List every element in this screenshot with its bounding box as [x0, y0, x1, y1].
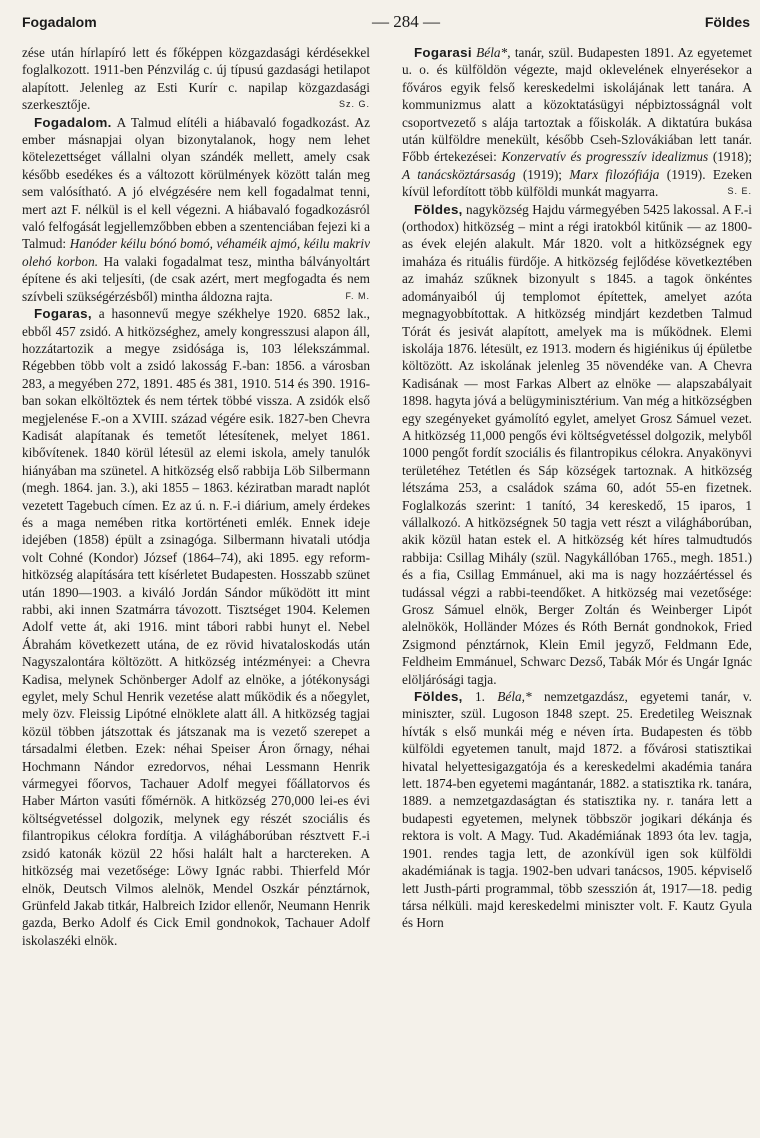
entry-fogadalom — [22, 114, 370, 305]
entry-name: Béla,* — [484, 689, 532, 705]
entry-headword: Fogarasi — [414, 45, 472, 60]
entry-text: a hasonnevű megye székhelye 1920. 6852 lak., ebből 457 zsidó. A hitközséghez, amely kongresszusi alapon áll, hozzátartozik a megye zsidósága is, 103 lélekszámmal. Régebben több volt a zsidó lakosság F.-ban: 1856. a városban 283, a megyében 272, 1891. 485 és 381, 1910. 514 és 390. 1916-ban sokan elköltöztek és nem tértek többé vissza. A zsidók első megjelenése F.-on a XVIII. század végére esik. 1827-ben Chevra Kadisát alapítanak és temetőt létesítenek, melyet 1861. kibővítenek. 1840 körül létesül az elemi iskola, amely tanulók hiányában ma szünetel. A hitközség első rabbija Löb Silbermann (megh. 1864. jan. 3.), aki 1855 – 1863. kéziratban maradt naplót vezetett Tagebuch címen. Ez az ú. n. F.-i diárium, amely érdekes és a maga nemében ritka kortörténeti emlék. Ennek ideje idejében (1858) épült a zsinagóga. Silbermann hivatali utódja volt Cohné (Kondor) József (1864–74), aki 1895. egy reform-hitközség alapítására tett kísérletet Budapesten. Hosszabb szünet után 1890—1903. a kiváló Jordán Sándor működött itt mint rabbi, aki innen Szatmárra távozott. Tisztséget 1904. Kelemen Adolf vette át, aki 1916. mint tábori rabbi hunyt el. Nebel Ábrahám következett utána, de ez rövid hivataloskodás után Nagyszalontára költözött. A hitközség intézményei: a Chevra Kadisa, melynek Schönberger Adolf az elnöke, a jótékonysági egylet, mely Schul Henrik vezetése alatt működik és a nőegylet, mely özv. Fleissig Lipótné elnöklete alatt áll. A hitközség tagjai közül többen játszottak és játszanak ma is vezető szerepet a társadalmi életben. Ezek: néhai Speiser Áron őrnagy, néhai Hochmann Nándor ezredorvos, néhai Lessmann Henrik vármegyei főorvos, Tachauer Adolf megyei főállatorvos és Haber Márton vasúti főmérnök. A hitközség 270,000 lei-es évi költségvetéssel dolgozik, melynek egy részét szociális és filantropikus célokra fordítja. A világháborúban résztvett F.-i zsidó katonák közül 22 hősi halált halt a harctereken. A hitközség mai vezetősége: Löwy Ignác rabbi. Thierfeld Mór elnök, Deutsch Vilmos alelnök, Mendel Oszkár pénztárnok, Grünfeld Jakab titkár, Halbreich Izidor ellenőr, Neumann Henrik gazda, Berko Adolf és Cick Emil gondnokok, Tachauer Adolf iskolaszéki elnök. — [22, 306, 370, 948]
entry-fogaras — [22, 305, 370, 949]
header-right-keyword: Földes — [704, 14, 750, 30]
entry-continuation — [22, 44, 370, 114]
running-header — [22, 14, 750, 40]
author-signature: F. M. — [345, 290, 370, 301]
entry-text: , tanár, szül. Budapesten 1891. Az egyetemet u. o. és külföldön végezte, majd oklevelének elnyerésekor a főváros egyik felső kereskedelmi iskolájának lett tanára. A kommunizmus alatt a közoktatásügyi népbiztosságnál volt csoportvezető s alája tartoztak a főiskolák. A diktatúra bukása után külföldre menekült, később Cseh-Szlovákiában lett tanár. Főbb értekezései: — [402, 45, 752, 165]
work-title: Konzervatív és progresszív idealizmus — [501, 149, 709, 165]
entry-text: nemzetgazdász, egyetemi tanár, v. miniszter, szül. Lugoson 1848 szept. 25. Eredetileg Weisznak hívták s első munkái még e néven írta. Budapesten és több külföldi egyetemen tanult, majd 1872. a fővárosi statisztikai hivatal helyettesigazgatója és a kereskedelmi akadémia tanára lett. 1874-ben egyetemi magántanár, 1882. a statisztika rk. tanára, 1889. a nemzetgazdaságtan és statisztika ny. r. tanára lett a budapesti egyetemen, melynek többször jogikari dékánja és rektora is volt. A Magy. Tud. Akadémiának 1893 óta lev. tagja, 1901. rendes tagja lett, de azonkívül igen sok külföldi akadémiának is tagja. 1902-ben udvari tanácsos, 1905. képviselő lett Justh-párti programmal, több szesszión át, 1917—18. pedig társa nélküli. majd kereskedelmi miniszter volt. F. Kautz Gyula és Horn — [402, 689, 752, 931]
entry-headword: Fogaras, — [34, 306, 92, 322]
entry-text: A Talmud elítéli a hiábavaló fogadkozást. Az ember másnapjai olyan bizonytalanok, hogy nem lehet kötelezettséget vállalni olyan szándék mellett, amely csak később esedékes és a változott körülmények között talán meg sem valósítható. A jó elvégzésére nem kell fogadalmat tenni, mert azt F. nélkül is el kell végezni. A hiábavaló fogadkozásról való felfogását legjellemzőbben ebben a szentenciában fejezi ki a Talmud: — [22, 114, 370, 252]
entry-number: 1. — [462, 689, 485, 705]
left-column — [22, 44, 370, 949]
entry-text-after: (1919); — [515, 166, 570, 182]
work-title: Marx filozófiája — [569, 166, 660, 182]
entry-text-after: (1918); — [708, 149, 753, 165]
work-title: A tanácsköztársaság — [402, 166, 516, 182]
entry-text-after: Ha valaki fogadalmat tesz, mintha bálványoltárt építene és aki teljesíti, (de csak azért, mert megfogadta és nem szívbeli szükségérzésből) mintha áldozna rajta. — [22, 253, 370, 304]
entry-text-after: (1919). Ezeken kívül lefordított több külföldi munkát magyarra. — [402, 166, 753, 200]
entry-text: zése után hírlapíró lett és főképpen közgazdasági kérdésekkel foglalkozott. 1911-ben Pénzvilág c. új típusú gazdasági hetilapot alapított. Jelenleg az Esti Kurír c. napilap közgazdasági szerkesztője. — [22, 45, 370, 113]
page-number: — 284 — — [372, 12, 440, 31]
entry-headword: Fogadalom. — [34, 114, 112, 130]
author-signature: S. E. — [727, 186, 752, 197]
entry-foldes-bela — [402, 688, 752, 932]
entry-quote: Hanóder kéilu bónó bomó, véhaméik ajmó, kéilu makriv olehó korbon. — [22, 236, 371, 269]
author-signature: Sz. G. — [338, 99, 370, 110]
entry-name: Béla* — [471, 45, 508, 60]
entry-foldes — [402, 201, 752, 688]
header-left-keyword: Fogadalom — [22, 14, 97, 30]
entry-fogarasi-bela — [402, 44, 752, 201]
entry-text: nagyközség Hajdu vármegyében 5425 lakossal. A F.-i (orthodox) hitközség – mint a régi iratokból kitűnik — az 1800-as évek elején alakult. Már 1820. volt a hitközségnek egy imaháza és rituális fürdője. A hitközség fejlődése következtében az imaház szűknek bizonyult s 1845. a tagok önkéntes adományaiból új templomot építettek, amelyet azóta megnagyobbítottak. A hitközség mindjárt kezdetben Talmud Tórát és jesivát alapított, amelyek ma is működnek. Elemi iskolája 1876. létesült, ez 1913. modern és higiénikus új épületbe költözött. Az iskolának jelenleg 35 növendéke van. A Chevra Kadisának — most Farkas Albert az elnöke — alapszabályait 1898. hagyta jóvá a belügyminisztérium. Van még a hitközségben egy szegényeket gyámolító egylet, amelyet Grosz Sámuel vezet. A hitközség 11,000 pengős évi költségvetéssel dolgozik, melyből 1000 pengőt fordít szociális és filantropikus célokra. Anyakönyvi területéhez Tetétlen és Sáp községek tartoznak. A hitközség létszáma 253, a családok száma 60, adót 55-en fizetnek. Foglalkozás szerint: 1 tanító, 34 kereskedő, 15 iparos, 1 vállalkozó. A hitközségnek 50 tagja vett részt a világháborúban, akik közül hatan estek el. A hitközség két híres talmudtudós rabbija: Csillag Mihály (szül. Nagykállóban 1765., megh. 1851.) és a fia, Csillag Emmánuel, aki ma is nagy hozzáértéssel és tudással végzi a rabbi-teendőket. A hitközség mai vezetősége: Grosz Sámuel elnök, Berger Zoltán és Weinberger Lipót alelnökök, Holländer Mózes és Róth Bernát gondnokok, Fried Zsigmond pénztárnok, Klein Emil jegyző, Feldmann Ede, Feldheim Emmánuel, Schwarc Dezső, Tabák Mór és Ungár Ignác elöljárósági tagja. — [402, 201, 752, 687]
entry-headword: Földes, — [414, 201, 463, 217]
entry-headword: Földes, — [414, 689, 463, 705]
right-column — [402, 44, 752, 932]
